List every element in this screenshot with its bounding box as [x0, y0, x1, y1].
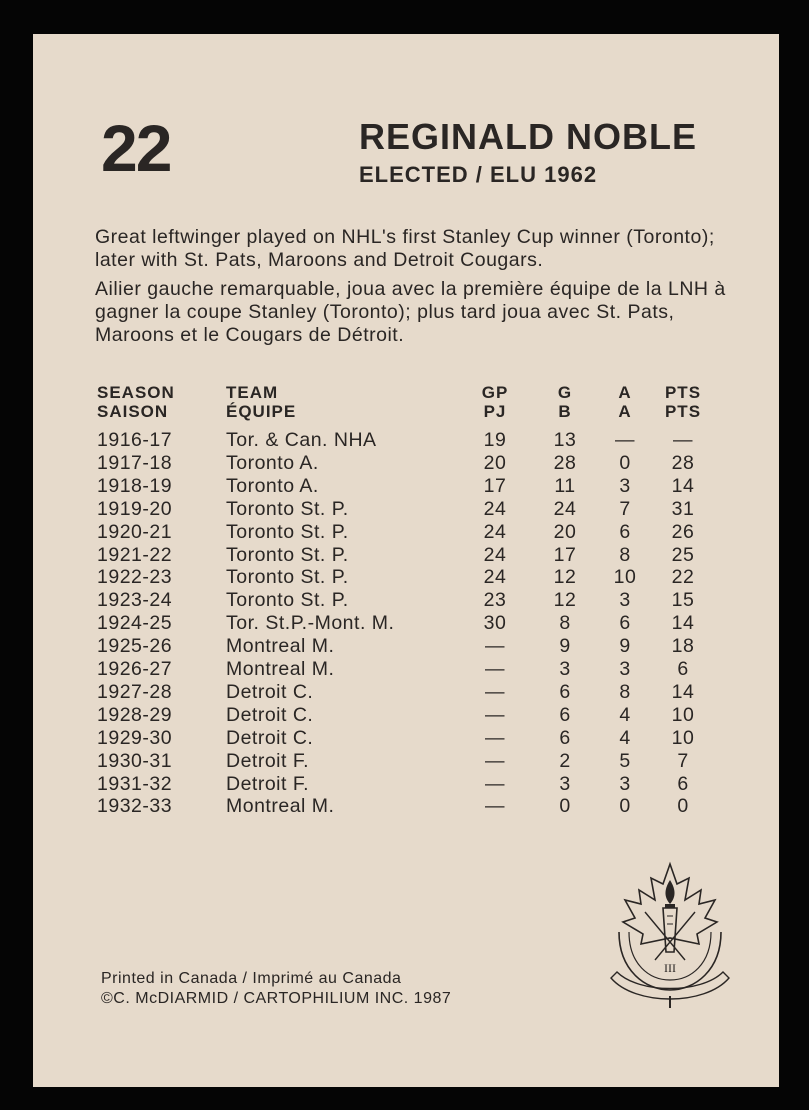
cell-pts: 22 — [671, 566, 695, 589]
cell-team: Detroit C. — [226, 726, 314, 749]
table-row — [97, 795, 717, 818]
cell-gp: 30 — [483, 612, 507, 635]
cell-season: 1917-18 — [97, 451, 173, 474]
cell-a: 8 — [619, 543, 631, 566]
cell-pts: 14 — [671, 474, 695, 497]
cell-team: Toronto St. P. — [226, 589, 349, 612]
cell-pts: 26 — [671, 520, 695, 543]
table-row — [97, 475, 717, 498]
bio-english: Great leftwinger played on NHL's first Stanley Cup winner (Toronto); later with St. Pats, Maroons and Detroit Cougars. — [95, 226, 715, 271]
copyright: ©C. McDIARMID / CARTOPHILIUM INC. 1987 — [101, 990, 452, 1007]
header-gp: GP PJ — [481, 383, 509, 421]
cell-a: 6 — [619, 520, 631, 543]
table-row — [97, 704, 717, 727]
cell-gp: — — [485, 795, 505, 818]
cell-season: 1922-23 — [97, 566, 173, 589]
cell-gp: — — [485, 658, 505, 680]
cell-team: Montreal M. — [226, 795, 335, 818]
table-row — [97, 521, 717, 544]
cell-gp: 19 — [483, 429, 507, 451]
hockey-hall-of-fame-crest-icon — [605, 860, 735, 1010]
cell-team: Toronto St. P. — [226, 497, 349, 520]
cell-g: 17 — [553, 543, 577, 566]
cell-season: 1926-27 — [97, 658, 173, 680]
cell-pts: 0 — [677, 795, 689, 818]
cell-season: 1924-25 — [97, 612, 173, 635]
cell-pts: 7 — [677, 749, 689, 772]
cell-a: 10 — [613, 566, 637, 589]
cell-season: 1932-33 — [97, 795, 173, 818]
cell-gp: — — [485, 680, 505, 703]
cell-a: 3 — [619, 474, 631, 497]
cell-team: Detroit C. — [226, 703, 314, 726]
cell-a: 5 — [619, 749, 631, 772]
cell-g: 28 — [553, 451, 577, 474]
cell-pts: 18 — [671, 635, 695, 658]
cell-pts: — — [673, 429, 693, 451]
cell-g: 11 — [554, 474, 576, 497]
cell-season: 1916-17 — [97, 429, 173, 451]
cell-season: 1919-20 — [97, 497, 173, 520]
cell-season: 1927-28 — [97, 680, 173, 703]
table-row — [97, 429, 717, 452]
svg-text:III: III — [664, 961, 676, 975]
cell-season: 1930-31 — [97, 749, 173, 772]
cell-a: 7 — [619, 497, 631, 520]
cell-g: 3 — [559, 772, 571, 795]
cell-pts: 14 — [671, 612, 695, 635]
cell-pts: 31 — [671, 497, 695, 520]
header-season: SEASON SAISON — [97, 383, 175, 421]
cell-team: Detroit F. — [226, 772, 310, 795]
cell-team: Toronto St. P. — [226, 566, 349, 589]
cell-team: Toronto A. — [226, 451, 319, 474]
cell-team: Toronto St. P. — [226, 543, 349, 566]
cell-team: Montreal M. — [226, 658, 335, 680]
cell-pts: 10 — [671, 726, 695, 749]
cell-pts: 25 — [671, 543, 695, 566]
cell-team: Tor. St.P.-Mont. M. — [226, 612, 395, 635]
cell-g: 12 — [553, 566, 577, 589]
cell-gp: 24 — [483, 566, 507, 589]
cell-team: Detroit F. — [226, 749, 310, 772]
cell-a: — — [615, 429, 635, 451]
cell-gp: 24 — [483, 497, 507, 520]
cell-gp: — — [485, 749, 505, 772]
cell-a: 4 — [619, 703, 631, 726]
cell-team: Toronto St. P. — [226, 520, 349, 543]
cell-pts: 14 — [671, 680, 695, 703]
cell-g: 13 — [553, 429, 577, 451]
cell-g: 24 — [553, 497, 577, 520]
cell-a: 6 — [619, 612, 631, 635]
cell-team: Toronto A. — [226, 474, 319, 497]
cell-gp: 20 — [483, 451, 507, 474]
cell-gp: — — [485, 703, 505, 726]
cell-g: 6 — [559, 703, 571, 726]
table-row — [97, 566, 717, 589]
cell-g: 20 — [553, 520, 577, 543]
table-row — [97, 658, 717, 681]
cell-a: 3 — [619, 772, 631, 795]
cell-team: Detroit C. — [226, 680, 314, 703]
table-row — [97, 681, 717, 704]
table-row — [97, 612, 717, 635]
cell-gp: 17 — [483, 474, 507, 497]
table-row — [97, 773, 717, 796]
cell-season: 1921-22 — [97, 543, 173, 566]
cell-a: 4 — [619, 726, 631, 749]
cell-a: 8 — [619, 680, 631, 703]
cell-g: 12 — [553, 589, 577, 612]
cell-g: 6 — [559, 680, 571, 703]
table-row — [97, 589, 717, 612]
cell-g: 8 — [559, 612, 571, 635]
table-row — [97, 750, 717, 773]
table-row — [97, 635, 717, 658]
table-row — [97, 544, 717, 567]
cell-season: 1923-24 — [97, 589, 173, 612]
card-number: 22 — [101, 111, 171, 185]
table-row — [97, 727, 717, 750]
header-a: A A — [618, 383, 632, 421]
cell-a: 0 — [619, 451, 631, 474]
cell-gp: — — [485, 772, 505, 795]
footer — [101, 969, 451, 1009]
card-back — [33, 34, 779, 1087]
cell-g: 6 — [559, 726, 571, 749]
cell-gp: 23 — [483, 589, 507, 612]
cell-gp: — — [485, 726, 505, 749]
elected-year: ELECTED / ELU 1962 — [359, 162, 598, 187]
cell-g: 3 — [559, 658, 571, 680]
cell-a: 3 — [619, 589, 631, 612]
table-row — [97, 498, 717, 521]
player-name: REGINALD NOBLE — [359, 116, 697, 157]
cell-gp: — — [485, 635, 505, 658]
cell-pts: 6 — [677, 772, 689, 795]
cell-team: Tor. & Can. NHA — [226, 429, 377, 451]
cell-season: 1918-19 — [97, 474, 173, 497]
header-g: G B — [557, 383, 573, 421]
cell-season: 1931-32 — [97, 772, 173, 795]
header-team: TEAM ÉQUIPE — [226, 383, 297, 421]
cell-gp: 24 — [483, 520, 507, 543]
cell-season: 1928-29 — [97, 703, 173, 726]
table-row — [97, 452, 717, 475]
header-pts: PTS PTS — [664, 383, 702, 421]
cell-season: 1929-30 — [97, 726, 173, 749]
cell-a: 3 — [619, 658, 631, 680]
bio-french: Ailier gauche remarquable, joua avec la première équipe de la LNH à gagner la coupe Stanley (Toronto); plus tard joua avec St. Pats, Maroons et le Cougars de Détroit. — [95, 278, 726, 346]
cell-a: 0 — [619, 795, 631, 818]
cell-a: 9 — [619, 635, 631, 658]
cell-g: 9 — [559, 635, 571, 658]
cell-team: Montreal M. — [226, 635, 335, 658]
cell-g: 2 — [559, 749, 571, 772]
cell-season: 1920-21 — [97, 520, 173, 543]
cell-season: 1925-26 — [97, 635, 173, 658]
cell-pts: 10 — [671, 703, 695, 726]
printed-in-canada: Printed in Canada / Imprimé au Canada — [101, 970, 402, 987]
cell-pts: 15 — [671, 589, 695, 612]
cell-gp: 24 — [483, 543, 507, 566]
cell-pts: 6 — [677, 658, 689, 680]
cell-pts: 28 — [671, 451, 695, 474]
cell-g: 0 — [559, 795, 571, 818]
